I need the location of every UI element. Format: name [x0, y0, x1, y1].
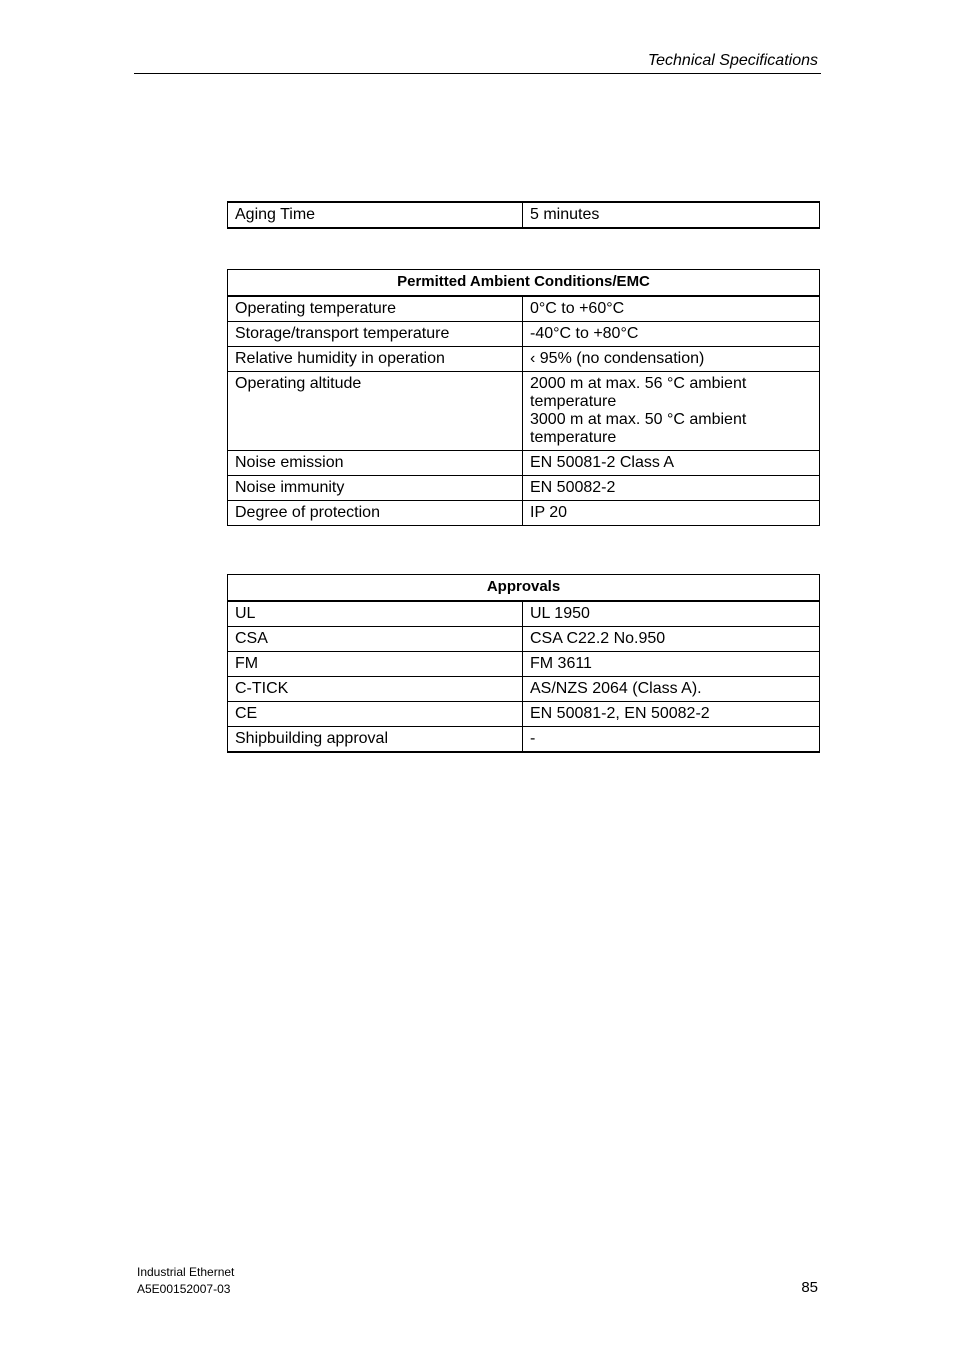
- spec-label: Noise emission: [228, 451, 523, 476]
- table-row: [228, 652, 820, 677]
- spec-label: Aging Time: [228, 202, 523, 228]
- spec-value: EN 50082-2: [523, 476, 820, 501]
- table-header-row: [228, 575, 820, 602]
- approvals-table: [227, 574, 820, 753]
- spec-value: 0°C to +60°C: [523, 296, 820, 322]
- spec-value: FM 3611: [523, 652, 820, 677]
- table-row: [228, 601, 820, 627]
- spec-value: -: [523, 727, 820, 753]
- section-title: Technical Specifications: [647, 52, 818, 69]
- table-row: [228, 451, 820, 476]
- spec-value: 5 minutes: [523, 202, 820, 228]
- spec-value: UL 1950: [523, 601, 820, 627]
- spec-value: EN 50081-2, EN 50082-2: [523, 702, 820, 727]
- spec-label: Storage/transport temperature: [228, 322, 523, 347]
- table-row: [228, 476, 820, 501]
- table-row: [228, 372, 820, 451]
- table-row: [228, 322, 820, 347]
- spec-value-line: 2000 m at max. 56 °C ambient temperature: [530, 375, 747, 410]
- table-row: [228, 677, 820, 702]
- spec-value: [523, 372, 820, 451]
- spec-label: FM: [228, 652, 523, 677]
- header-divider: [134, 73, 821, 74]
- table-title: Permitted Ambient Conditions/EMC: [228, 270, 820, 297]
- spec-value: EN 50081-2 Class A: [523, 451, 820, 476]
- table-header-row: [228, 270, 820, 297]
- footer-product: Industrial Ethernet: [137, 1265, 235, 1279]
- table-row: [228, 727, 820, 753]
- spec-label: CSA: [228, 627, 523, 652]
- spec-value: CSA C22.2 No.950: [523, 627, 820, 652]
- spec-label: Operating temperature: [228, 296, 523, 322]
- page-number: 85: [801, 1279, 818, 1296]
- table-row: [228, 202, 820, 228]
- aging-time-table: [227, 201, 820, 229]
- spec-value: ‹ 95% (no condensation): [523, 347, 820, 372]
- spec-value: -40°C to +80°C: [523, 322, 820, 347]
- spec-label: Relative humidity in operation: [228, 347, 523, 372]
- footer-doc-number: A5E00152007-03: [137, 1282, 231, 1296]
- ambient-conditions-table: [227, 269, 820, 526]
- table-row: [228, 347, 820, 372]
- table-row: [228, 501, 820, 526]
- spec-value: AS/NZS 2064 (Class A).: [523, 677, 820, 702]
- table-title: Approvals: [228, 575, 820, 602]
- spec-label: Operating altitude: [228, 372, 523, 451]
- spec-value-line: 3000 m at max. 50 °C ambient temperature: [530, 411, 747, 446]
- spec-label: Noise immunity: [228, 476, 523, 501]
- spec-label: C-TICK: [228, 677, 523, 702]
- table-row: [228, 702, 820, 727]
- spec-label: Shipbuilding approval: [228, 727, 523, 753]
- footer-doc-info: [137, 1264, 234, 1298]
- spec-label: UL: [228, 601, 523, 627]
- spec-label: Degree of protection: [228, 501, 523, 526]
- table-row: [228, 296, 820, 322]
- table-row: [228, 627, 820, 652]
- spec-value: IP 20: [523, 501, 820, 526]
- spec-label: CE: [228, 702, 523, 727]
